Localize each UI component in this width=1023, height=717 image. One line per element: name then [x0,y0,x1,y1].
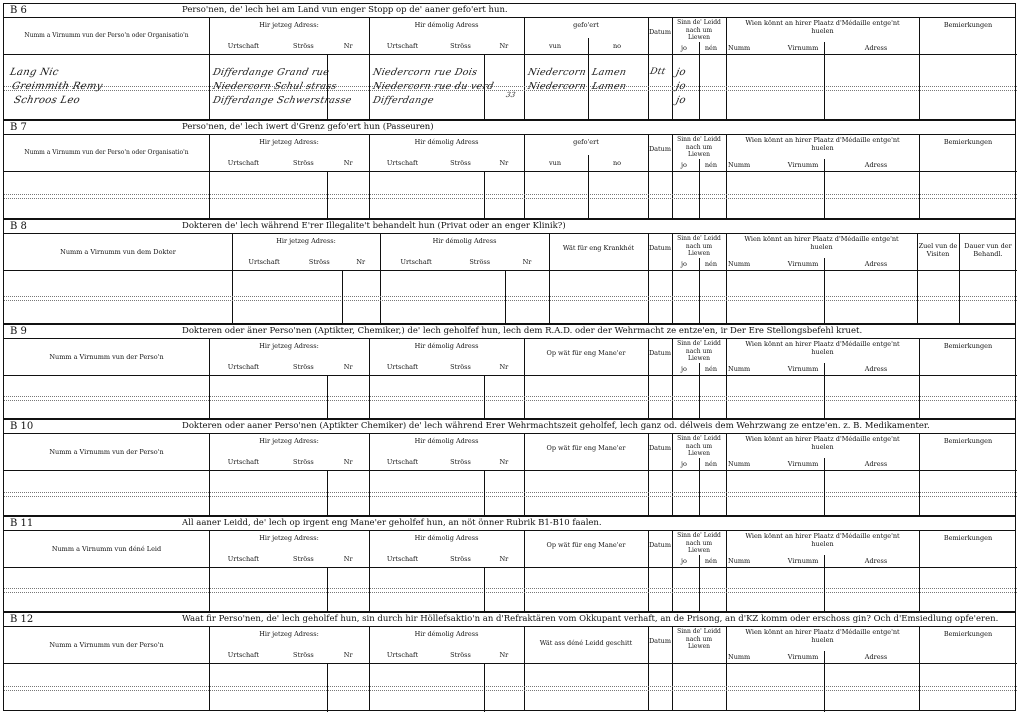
jo-nen-divider [699,159,700,220]
urtschaft-label: Urtschaft [386,159,419,167]
column-divider [919,339,920,418]
adress-label: Adress [864,460,888,468]
handwritten-jo: jo [674,81,687,92]
column-divider [369,18,370,119]
header-bottom [4,663,1017,664]
medaille-subcolumn [824,555,825,613]
section-header [4,517,1015,531]
urtschaft-label: Urtschaft [386,651,419,659]
nr-label: Nr [499,651,509,659]
jo-nen-divider [699,258,700,325]
geschitt-label: Wät ass déné Leidd geschitt [539,639,633,647]
column-divider [672,339,673,418]
nr-label: Nr [499,42,509,50]
medaille-subcolumn [824,258,825,325]
no-label: no [612,42,622,50]
handwritten-gefoert-no: Lamen [591,67,628,78]
address-subcolumn [484,375,485,420]
nr-label: Nr [499,458,509,466]
column-divider [919,531,920,611]
section-code: B 10 [10,421,34,432]
nr-label: Nr [343,42,353,50]
numm-label: Numm [728,365,751,373]
nen-label: nén [704,460,718,468]
medaille-label: Wien könnt an hirer Plaatz d'Médaille entge'nt huelen [745,136,900,152]
zuel-visiten-label: Zuel vun de Visiten [918,242,958,258]
krankhet-label: Wät für eng Krankhét [562,244,635,252]
virnumm-label: Virnumm [787,557,819,565]
address-subcolumn [505,270,506,325]
section-code: B 7 [10,122,27,133]
medaille-subcolumn [824,651,825,712]
bemierkungen-label: Bemierkungen [943,437,993,445]
urtschaft-label: Urtschaft [386,555,419,563]
column-divider [726,18,727,119]
section-header [4,220,1015,234]
former-address-label: Hir démolig Adress [414,534,479,542]
row-dotted [4,690,1017,691]
current-address-label: Hir jetzeg Adress: [276,237,336,245]
column-divider [726,339,727,418]
numm-label: Numm [728,460,751,468]
stross-label: Ströss [450,555,471,563]
former-address-label: Hir démolig Adress [432,237,497,245]
nen-label: nén [704,161,718,169]
row-dotted [4,686,1017,687]
nr-label: Nr [343,555,353,563]
sinn-label: Sinn de' Leidd nach um Liewen [677,340,721,362]
bemierkungen-label: Bemierkungen [943,630,993,638]
column-divider [369,627,370,710]
datum-label: Datum [648,28,672,36]
urtschaft-label: Urtschaft [227,651,260,659]
urtschaft-label: Urtschaft [227,363,260,371]
nen-label: nén [704,44,718,52]
urtschaft-label: Urtschaft [227,42,260,50]
section-title: Perso'nen, de' lech iwert d'Grenz gefo'ert hun (Passeuren) [182,122,434,132]
nr-label: Nr [343,363,353,371]
current-address-label: Hir jetzeg Adress: [259,534,319,542]
handwritten-current-address: Differdange Schwerstrasse [211,95,353,106]
nr-label: Nr [499,159,509,167]
column-divider [524,18,525,119]
datum-label: Datum [648,541,672,549]
gefoert-label: gefo'ert [573,138,599,146]
medaille-subcolumn [824,458,825,517]
header-bottom [4,470,1017,471]
jo-nen-divider [699,363,700,420]
section-header [4,420,1015,434]
name-column-label: Numm a Virnumm vun dem Dokter [60,248,176,256]
section-b6 [3,3,1016,120]
row-dotted [4,588,1017,589]
section-title: Perso'nen, de' lech hei am Land vun enger Stopp op de' aaner gefo'ert hun. [182,5,508,15]
column-divider [380,234,381,323]
column-divider [209,18,210,119]
sinn-label: Sinn de' Leidd nach um Liewen [677,235,721,257]
name-column-label: Numm a Virnumm vun der Perso'n [49,448,164,456]
numm-label: Numm [728,161,751,169]
column-divider [232,234,233,323]
bemierkungen-label: Bemierkungen [943,138,993,146]
urtschaft-label: Urtschaft [227,458,260,466]
adress-label: Adress [864,653,888,661]
bemierkungen-label: Bemierkungen [943,342,993,350]
name-column-label: Numm a Virnumm vun der Perso'n oder Organisatio'n [24,32,189,39]
numm-label: Numm [728,260,751,268]
medaille-subcolumn [824,42,825,121]
urtschaft-label: Urtschaft [248,258,280,266]
stross-label: Ströss [293,159,314,167]
handwritten-name: Lang Nic [8,67,60,78]
address-subcolumn [342,270,343,325]
adress-label: Adress [864,161,888,169]
virnumm-label: Virnumm [787,44,819,52]
column-divider [369,339,370,418]
row-dotted [4,492,1017,493]
no-label: no [612,159,622,167]
section-b8 [3,219,1016,324]
handwritten-jo: jo [674,95,687,106]
column-divider [726,234,727,323]
numm-label: Numm [728,557,751,565]
section-title: Dokteren oder aaner Perso'nen (Aptikter Chemiker) de' lech während Erer Wehrmachtszeit geholfef, lech ganz od. délweis dem Wehrzwang ze entze'en. z. B. Medikamenter. [182,421,930,431]
section-b12 [3,612,1016,711]
header-bottom [4,54,1017,55]
header-bottom [4,567,1017,568]
section-code: B 12 [10,614,34,625]
jo-label: jo [681,460,687,468]
stross-label: Ströss [293,42,314,50]
stross-label: Ströss [308,258,330,266]
column-divider [672,18,673,119]
row-dotted [4,400,1017,401]
nr-label: Nr [522,258,532,266]
former-address-label: Hir démolig Adress [414,630,479,638]
vun-label: vun [548,159,562,167]
column-divider [209,531,210,611]
column-divider [369,531,370,611]
medaille-label: Wien könnt an hirer Plaatz d'Médaille entge'nt huelen [744,235,899,251]
datum-label: Datum [648,349,672,357]
stross-label: Ströss [450,651,471,659]
column-divider [209,434,210,515]
header-bottom [4,270,1017,271]
row-dotted [4,396,1017,397]
section-header [4,325,1015,339]
section-title: Dokteren de' lech während E'rer Illegalite't behandelt hun (Privat oder an enger Klinik?) [182,221,566,231]
numm-label: Numm [728,653,751,661]
handwritten-former-address: Differdange [371,95,435,106]
gefoert-label: gefo'ert [573,21,599,29]
column-divider [726,531,727,611]
current-address-label: Hir jetzeg Adress: [259,138,319,146]
numm-label: Numm [728,44,751,52]
column-divider [369,434,370,515]
section-code: B 8 [10,221,27,232]
virnumm-label: Virnumm [787,653,819,661]
dauer-behandl-label: Dauer vun der Behandl. [964,242,1012,258]
form-page [3,3,1018,713]
handwritten-gefoert-vun: Niedercorn [526,81,588,92]
handwritten-gefoert-vun: Niedercorn [526,67,588,78]
gefoert-subcolumn [588,38,589,121]
sinn-label: Sinn de' Leidd nach um Liewen [677,19,721,41]
row-dotted [4,592,1017,593]
column-divider [919,434,920,515]
stross-label: Ströss [450,458,471,466]
column-divider [672,531,673,611]
nr-label: Nr [343,458,353,466]
section-b9 [3,324,1016,419]
current-address-label: Hir jetzeg Adress: [259,437,319,445]
former-address-label: Hir démolig Adress [414,342,479,350]
address-subcolumn [484,470,485,517]
former-address-label: Hir démolig Adress [414,138,479,146]
column-divider [209,135,210,218]
section-b11 [3,516,1016,612]
row-dotted [4,296,1017,297]
datum-label: Datum [648,145,672,153]
manier-label: Op wät für eng Mane'er [546,444,626,452]
vun-label: vun [548,42,562,50]
medaille-label: Wien könnt an hirer Plaatz d'Médaille entge'nt huelen [745,340,900,356]
handwritten-name: Schroos Leo [12,95,82,106]
section-title: Waat fir Perso'nen, de' lech geholfef hun, sin durch hir Höllefsaktio'n an d'Refraktären vom Okkupant verhaft, an de Prisong, an d'KZ komm oder erschoss gin? Och d'Emsiedlung opfe'eren. [182,614,999,624]
stross-label: Ströss [450,159,471,167]
header-bottom [4,171,1017,172]
column-divider [209,339,210,418]
address-subcolumn [484,567,485,613]
handwritten-former-address: Niedercorn rue du verd [371,81,495,92]
virnumm-label: Virnumm [787,161,819,169]
medaille-subcolumn [824,159,825,220]
nen-label: nén [704,557,718,565]
former-address-label: Hir démolig Adress [414,21,479,29]
name-column-label: Numm a Virnumm vun der Perso'n [49,353,164,361]
jo-nen-divider [699,555,700,613]
nen-label: nén [704,365,718,373]
jo-label: jo [681,161,687,169]
sinn-label: Sinn de' Leidd nach um Liewen [677,628,721,650]
virnumm-label: Virnumm [787,260,819,268]
column-divider [919,135,920,218]
medaille-label: Wien könnt an hirer Plaatz d'Médaille entge'nt huelen [745,532,900,548]
urtschaft-label: Urtschaft [386,363,419,371]
urtschaft-label: Urtschaft [227,159,260,167]
datum-label: Datum [648,244,672,252]
urtschaft-label: Urtschaft [386,42,419,50]
column-divider [919,18,920,119]
column-divider [672,627,673,710]
stross-label: Ströss [293,458,314,466]
name-column-label: Numm a Virnumm vun der Perso'n [49,641,164,649]
bemierkungen-label: Bemierkungen [943,534,993,542]
name-column-label: Numm a Virnumm vun déné Leid [51,545,162,553]
handwritten-former-address: Niedercorn rue Dois [371,67,479,78]
row-dotted [4,496,1017,497]
column-divider [726,135,727,218]
handwritten-jo: jo [674,67,687,78]
name-column-label: Numm a Virnumm vun der Perso'n oder Organisatio'n [24,149,189,156]
handwritten-current-address: Differdange Grand rue [211,67,331,78]
column-divider [726,627,727,710]
column-divider [369,135,370,218]
jo-label: jo [681,365,687,373]
address-subcolumn [484,663,485,712]
medaille-subcolumn [824,363,825,420]
section-code: B 9 [10,326,27,337]
section-title: Dokteren oder äner Perso'nen (Aptikter, Chemiker,) de' lech geholfef hun, lech dem R.A.D. oder der Wehrmacht ze entze'en, ir Der Ere Stellongsbefehl kruet. [182,326,863,336]
virnumm-label: Virnumm [787,365,819,373]
handwritten-name: Greimmith Remy [10,81,104,92]
sinn-label: Sinn de' Leidd nach um Liewen [677,136,721,158]
address-subcolumn [327,663,328,712]
gefoert-subcolumn [588,155,589,220]
datum-label: Datum [648,637,672,645]
handwritten-datum: Dtt [648,67,667,77]
column-divider [524,135,525,218]
urtschaft-label: Urtschaft [400,258,432,266]
section-title: All aaner Leidd, de' lech op irgent eng Mane'er geholfef hun, an nöt önner Rubrik B1-B10 faalen. [182,518,602,528]
sinn-label: Sinn de' Leidd nach um Liewen [677,532,721,554]
column-divider [672,234,673,323]
former-address-label: Hir démolig Adress [414,437,479,445]
section-header [4,613,1015,627]
nr-label: Nr [343,651,353,659]
row-dotted [4,194,1017,195]
column-divider [672,135,673,218]
column-divider [726,434,727,515]
address-subcolumn [484,171,485,220]
stross-label: Ströss [293,555,314,563]
section-b7 [3,120,1016,219]
section-code: B 6 [10,5,27,16]
section-b10 [3,419,1016,516]
medaille-label: Wien könnt an hirer Plaatz d'Médaille entge'nt huelen [745,19,900,35]
address-subcolumn [327,171,328,220]
nr-label: Nr [499,363,509,371]
jo-label: jo [681,260,687,268]
manier-label: Op wät für eng Mane'er [546,541,626,549]
address-subcolumn [327,470,328,517]
column-divider [672,434,673,515]
jo-nen-divider [699,458,700,517]
adress-label: Adress [864,557,888,565]
column-divider [919,627,920,710]
header-bottom [4,375,1017,376]
urtschaft-label: Urtschaft [386,458,419,466]
stross-label: Ströss [293,363,314,371]
jo-label: jo [681,44,687,52]
nen-label: nén [704,260,718,268]
medaille-label: Wien könnt an hirer Plaatz d'Médaille entge'nt huelen [745,628,900,644]
stross-label: Ströss [293,651,314,659]
virnumm-label: Virnumm [787,460,819,468]
handwritten-current-address: Niedercorn Schul strass [211,81,338,92]
nr-label: Nr [356,258,366,266]
column-divider [524,627,525,710]
medaille-label: Wien könnt an hirer Plaatz d'Médaille entge'nt huelen [745,435,900,451]
adress-label: Adress [864,44,888,52]
row-dotted [4,86,1017,87]
row-dotted [4,198,1017,199]
current-address-label: Hir jetzeg Adress: [259,342,319,350]
current-address-label: Hir jetzeg Adress: [259,21,319,29]
column-divider [209,627,210,710]
address-subcolumn [327,375,328,420]
row-dotted [4,300,1017,301]
section-header [4,4,1015,18]
stross-label: Ströss [450,363,471,371]
section-header [4,121,1015,135]
jo-label: jo [681,557,687,565]
manier-label: Op wät für eng Mane'er [546,349,626,357]
bemierkungen-label: Bemierkungen [943,21,993,29]
address-subcolumn [327,567,328,613]
section-code: B 11 [10,518,34,529]
jo-nen-divider [699,42,700,121]
current-address-label: Hir jetzeg Adress: [259,630,319,638]
stross-label: Ströss [450,42,471,50]
adress-label: Adress [864,260,888,268]
stross-label: Ströss [469,258,491,266]
nr-label: Nr [499,555,509,563]
nr-label: Nr [343,159,353,167]
handwritten-gefoert-no: Lamen [591,81,628,92]
datum-label: Datum [648,444,672,452]
urtschaft-label: Urtschaft [227,555,260,563]
handwritten-former-nr: 33 [505,91,517,99]
adress-label: Adress [864,365,888,373]
sinn-label: Sinn de' Leidd nach um Liewen [677,435,721,457]
